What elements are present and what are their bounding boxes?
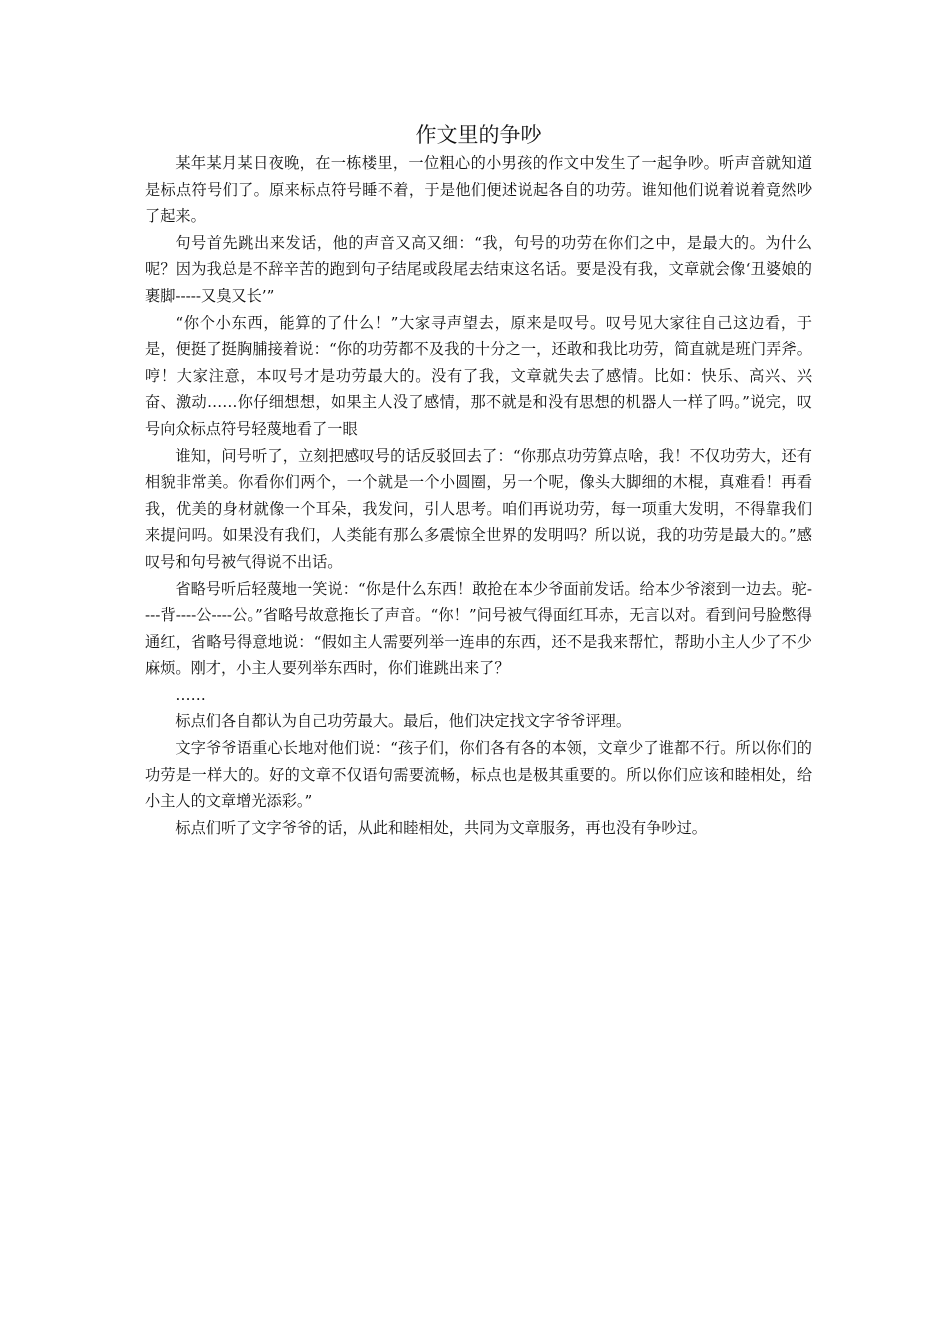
paragraph-6: 标点们各自都认为自己功劳最大。最后，他们决定找文字爷爷评理。 [175, 712, 632, 731]
paragraph-5: 省略号听后轻蔑地一笑说：“你是什么东西！敢抢在本少爷面前发话。给本少爷滚到一边去。驼----背----公----公。”省略号故意拖长了声音。“你！”问号被气得面红耳赤，无言以对。看到问号脸憋得通红，省略号得意地说：“假如主人需要列举一连串的东西，还不是我来帮忙，帮助小主人少了不少麻烦。刚才，小主人要列举东西时，你们谁跳出来了？ [145, 579, 812, 678]
document-title: 作文里的争吵 [415, 123, 542, 147]
paragraph-2: 句号首先跳出来发话，他的声音又高又细：“我，句号的功劳在你们之中，是最大的。为什么呢？因为我总是不辞辛苦的跑到句子结尾或段尾去结束这名话。要是没有我，文章就会像‘丑婆娘的裹脚-----又臭又长’” [145, 233, 812, 305]
paragraph-1: 某年某月某日夜晚，在一栋楼里，一位粗心的小男孩的作文中发生了一起争吵。听声音就知道是标点符号们了。原来标点符号睡不着，于是他们便述说起各自的功劳。谁知他们说着说着竟然吵了起来。 [145, 154, 812, 226]
document-page [145, 120, 812, 841]
paragraph-8: 标点们听了文字爷爷的话，从此和睦相处，共同为文章服务，再也没有争吵过。 [175, 818, 707, 837]
paragraph-3: “你个小东西，能算的了什么！”大家寻声望去，原来是叹号。叹号见大家往自己这边看，于是，便挺了挺胸脯接着说：“你的功劳都不及我的十分之一，还敢和我比功劳，简直就是班门弄斧。哼！大家注意，本叹号才是功劳最大的。没有了我，文章就失去了感情。比如：快乐、高兴、兴奋、激动……你仔细想想，如果主人没了感情，那不就是和没有思想的机器人一样了吗。”说完，叹号向众标点符号轻蔑地看了一眼 [145, 313, 812, 438]
paragraph-4: 谁知，问号听了，立刻把感叹号的话反驳回去了：“你那点功劳算点啥，我！不仅功劳大，还有相貌非常美。你看你们两个，一个就是一个小圆圈，另一个呢，像头大脚细的木棍，真难看！再看我，优美的身材就像一个耳朵，我发问，引人思考。咱们再说功劳，每一项重大发明，不得靠我们来提问吗。如果没有我们，人类能有那么多震惊全世界的发明吗？所以说，我的功劳是最大的。”感叹号和句号被气得说不出话。 [145, 446, 812, 571]
ellipsis-line: …… [175, 685, 206, 704]
paragraph-7: 文字爷爷语重心长地对他们说：“孩子们，你们各有各的本领，文章少了谁都不行。所以你们的功劳是一样大的。好的文章不仅语句需要流畅，标点也是极其重要的。所以你们应该和睦相处，给小主人的文章增光添彩。” [145, 739, 812, 811]
